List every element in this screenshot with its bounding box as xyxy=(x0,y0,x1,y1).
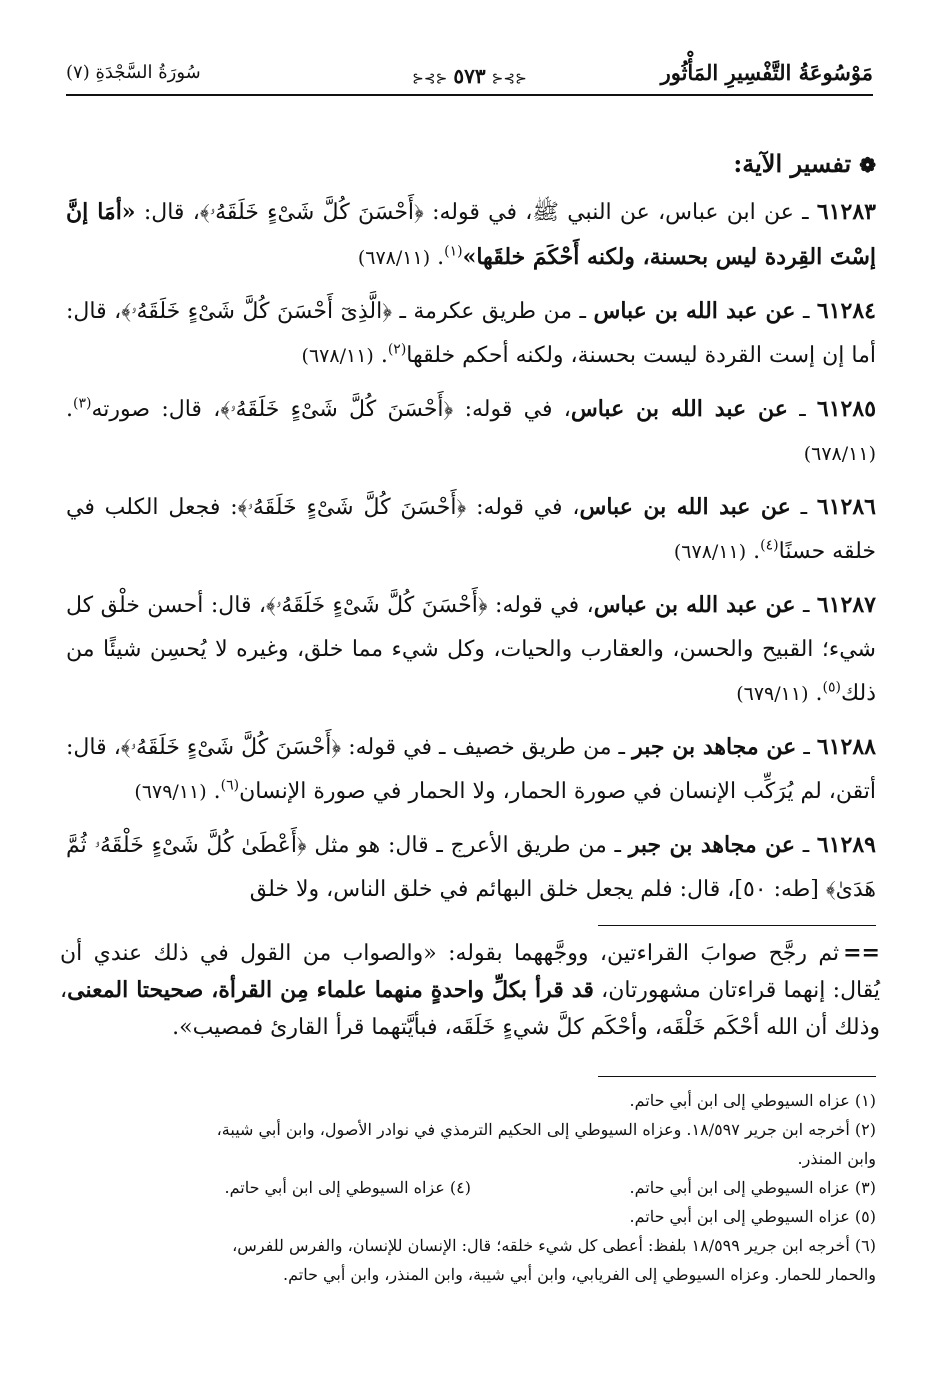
footnote-separator xyxy=(598,925,876,926)
footnote-1: (١) عزاه السيوطي إلى ابن أبي حاتم. xyxy=(629,1091,876,1110)
ornament-icon: ⊰⊱⊰ xyxy=(491,71,527,87)
entry-number: ٦١٢٨٩ xyxy=(816,832,876,858)
narration-entry xyxy=(66,484,876,574)
entry-number: ٦١٢٨٦ xyxy=(816,494,876,520)
footnote-6-continued: والحمار للحمار. وعزاه السيوطي إلى الفريابي، وابن أبي شيبة، وابن المنذر، وابن أبي حاتم. xyxy=(283,1265,876,1284)
narrator-name: عن عبد الله بن عباس xyxy=(593,298,796,324)
footnote-2-continued: وابن المنذر. xyxy=(797,1149,876,1168)
cross-reference: (٦٧٩/١١) xyxy=(134,781,207,803)
entry-text: ، قال: أما إن إست القردة ليست بحسنة، ولكنه أحكم خلقها xyxy=(66,299,876,368)
cross-reference: (٦٧٨/١١) xyxy=(673,541,747,563)
cross-reference: (٦٧٩/١١) xyxy=(736,683,809,705)
footnote-marker[interactable]: (٤) xyxy=(760,537,779,554)
entry-text: ـ xyxy=(795,593,817,618)
entry-text: : فجعل الكلب في خلقه حسنًا xyxy=(66,495,876,564)
entry-text: ـ عن ابن عباس، عن النبي ﷺ، في قوله: xyxy=(423,200,817,225)
footnote-marker[interactable]: (٥) xyxy=(822,679,841,696)
entry-text: ، في قوله: xyxy=(466,495,580,520)
entry-text: ، قال: صورته xyxy=(91,397,221,422)
quran-quote: ﴿أَحْسَنَ كُلَّ شَىْءٍ خَلَقَهُۥ﴾ xyxy=(220,397,454,422)
entry-text: ـ xyxy=(794,833,817,858)
entry-text: ـ من طريق خصيف ـ في قوله: xyxy=(341,735,633,760)
quran-quote: ﴿أَعْطَىٰ كُلَّ شَىْءٍ خَلْقَهُۥ ثُمَّ هَدَىٰ﴾ xyxy=(66,833,876,902)
entry-text: ـ xyxy=(796,735,817,760)
footnote-rule xyxy=(598,1076,876,1077)
footnote-marker[interactable]: (٦) xyxy=(220,777,240,794)
narration-entry xyxy=(66,582,876,716)
narrator-name: عن عبد الله بن عباس xyxy=(570,396,788,422)
continued-text: ثم رجَّح صوابَ القراءتين، ووجَّههما بقوله: «والصواب من القول في ذلك عندي أن يُقال: إنهما قراءتان مشهورتان، xyxy=(60,941,881,1003)
continuation-marker: == xyxy=(843,940,880,966)
entry-text: ، قال: أحسن خلْق كل شيء؛ القبيح والحسن، والعقارب والحيات، وكل شيء مما خلق، وغيره لا يُحسِن شيئًا من ذلك xyxy=(66,593,876,706)
entry-number: ٦١٢٨٥ xyxy=(816,396,877,422)
narration-entry xyxy=(66,822,876,912)
footnote-marker[interactable]: (٢) xyxy=(387,341,407,358)
narration-entry xyxy=(66,386,876,476)
ornament-icon: ⊰⊱⊰ xyxy=(412,71,448,87)
footnote-6: (٦) أخرجه ابن جرير ١٨/٥٩٩ بلفظ: أعطى كل شيء خلقه؛ قال: الإنسان للإنسان، والفرس للفرس، xyxy=(232,1236,876,1255)
entry-text: . xyxy=(808,681,823,706)
cross-reference: (٦٧٨/١١) xyxy=(357,247,431,269)
entry-text: . xyxy=(430,245,445,270)
entry-text: ، في قوله: xyxy=(453,397,571,422)
footnote-5: (٥) عزاه السيوطي إلى ابن أبي حاتم. xyxy=(629,1207,876,1226)
running-header xyxy=(66,58,873,98)
entry-text: ، قال: أتقن، لم يُرَكِّب الإنسان في صورة الحمار، ولا الحمار في صورة الإنسان xyxy=(66,735,876,804)
section-title: تفسير الآية: xyxy=(733,149,852,178)
cross-reference: (٦٧٨/١١) xyxy=(803,443,876,465)
narrator-name: عن مجاهد بن جبر xyxy=(628,832,795,858)
header-rule xyxy=(66,94,873,96)
flower-icon: ❁ xyxy=(859,153,876,177)
section-heading xyxy=(66,138,876,190)
entry-text: ، قال: xyxy=(135,200,200,225)
continued-footnote xyxy=(60,935,880,1046)
entry-quote-bold: «أمَا إنَّ إسْتَ القِردة ليس بحسنة، ولكنه أَحْكَمَ خلقَها» xyxy=(66,199,876,270)
narration-entry xyxy=(66,288,876,378)
entry-text: ، في قوله: xyxy=(487,593,594,618)
footnote-marker[interactable]: (٣) xyxy=(73,395,92,412)
footnotes xyxy=(66,1086,876,1289)
narration-entry xyxy=(66,190,876,280)
footnote-row xyxy=(66,1173,876,1202)
entry-text: . xyxy=(746,539,761,564)
entry-number: ٦١٢٨٧ xyxy=(816,592,876,618)
narrator-name: عن عبد الله بن عباس xyxy=(593,592,796,618)
footnote-3: (٣) عزاه السيوطي إلى ابن أبي حاتم. xyxy=(629,1178,876,1197)
entry-number: ٦١٢٨٨ xyxy=(816,734,876,760)
entry-text: . xyxy=(66,397,73,422)
quran-quote: ﴿أَحْسَنَ كُلَّ شَىْءٍ خَلَقَهُۥ﴾ xyxy=(237,495,467,520)
entry-text: . xyxy=(206,779,221,804)
entry-text: ـ xyxy=(790,495,817,520)
quran-quote: ﴿أَحْسَنَ كُلَّ شَىْءٍ خَلَقَهُۥ﴾ xyxy=(120,735,342,760)
footnote-2: (٢) أخرجه ابن جرير ١٨/٥٩٧. وعزاه السيوطي إلى الحكيم الترمذي في نوادر الأصول، وابن أبي شيبة، xyxy=(216,1120,876,1139)
entry-text: ـ من طريق عكرمة ـ xyxy=(391,299,594,324)
entry-number: ٦١٢٨٣ xyxy=(816,199,876,225)
footnote-4: (٤) عزاه السيوطي إلى ابن أبي حاتم. xyxy=(224,1178,471,1197)
quran-quote: ﴿أَحْسَنَ كُلَّ شَىْءٍ خَلَقَهُۥ﴾ xyxy=(266,593,488,618)
footnote-marker[interactable]: (١) xyxy=(444,243,463,260)
cross-reference: (٦٧٨/١١) xyxy=(301,345,374,367)
quran-quote: ﴿أَحْسَنَ كُلَّ شَىْءٍ خَلَقَهُۥ﴾ xyxy=(199,200,424,225)
entry-text: ـ xyxy=(795,299,817,324)
quran-quote: ﴿الَّذِىٓ أَحْسَنَ كُلَّ شَىْءٍ خَلَقَهُۥ﴾ xyxy=(121,299,392,324)
entry-number: ٦١٢٨٤ xyxy=(816,298,876,324)
book-title: مَوْسُوعَةُ التَّفْسِيرِ المَأْثُور xyxy=(660,60,873,85)
entry-text: [طه: ٥٠]، قال: فلم يجعل خلق البهائم في خلق الناس، ولا خلق xyxy=(249,877,826,902)
page-number: ٥٧٣ xyxy=(453,64,486,88)
entry-text: ـ xyxy=(787,397,817,422)
entry-text: . xyxy=(373,343,388,368)
narrator-name: عن عبد الله بن عباس xyxy=(579,494,791,520)
narrator-name: عن مجاهد بن جبر xyxy=(632,734,797,760)
main-text xyxy=(66,138,876,912)
surah-label: سُورَةُ السَّجْدَةِ (٧) xyxy=(66,62,201,83)
continued-text-bold: قد قرأ بكلِّ واحدةٍ منهما علماء مِن القرأة، صحيحتا المعنى xyxy=(67,977,594,1003)
entry-text: ـ من طريق الأعرج ـ قال: هو مثل xyxy=(306,833,629,858)
continued-text: ، وذلك أن الله أحْكَم خَلْقَه، وأحْكَم كلَّ شيءٍ خَلَقَه، فبأيَّتهما قرأ القارئ فمصيب». xyxy=(60,978,880,1040)
narration-entry xyxy=(66,724,876,814)
